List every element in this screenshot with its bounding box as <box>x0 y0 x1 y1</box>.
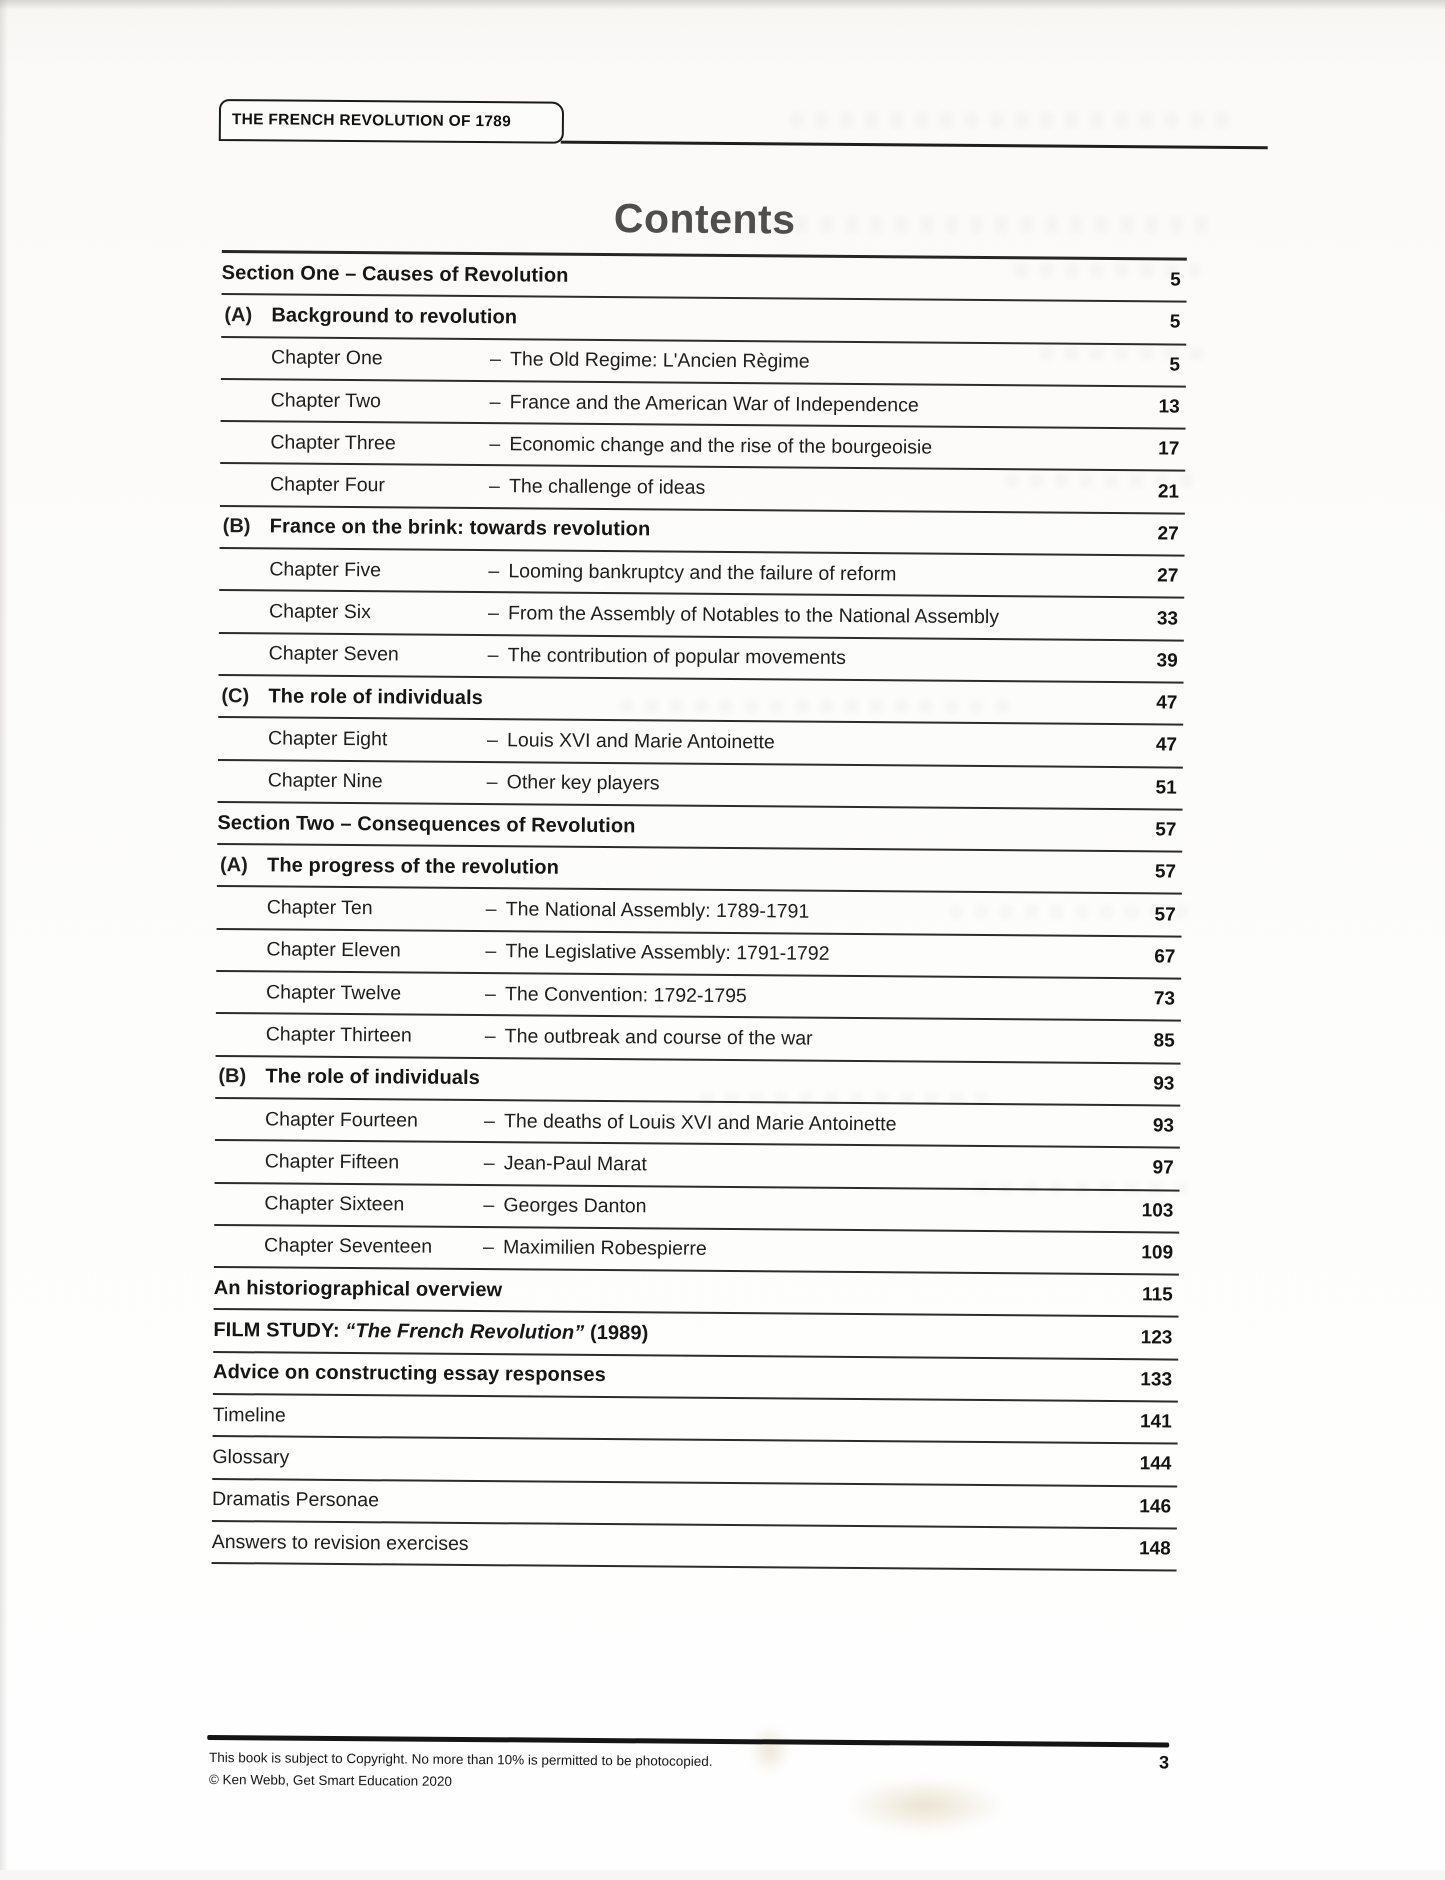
toc-row-chapter-eight <box>218 718 1183 768</box>
toc-row-chapter-seven <box>219 634 1184 684</box>
separator-dash: – <box>488 559 500 582</box>
page-number: 93 <box>1152 1115 1175 1137</box>
film-study-prefix: FILM STUDY: <box>213 1319 346 1343</box>
group-label: The role of individuals <box>265 1065 481 1090</box>
separator-dash: – <box>483 1194 495 1217</box>
chapter-title: Looming bankruptcy and the failure of reform <box>508 559 897 586</box>
toc-row-chapter-sixteen <box>214 1184 1179 1234</box>
toc-row-timeline <box>213 1395 1178 1445</box>
separator-dash: – <box>486 729 499 752</box>
footer-rule <box>207 1735 1169 1748</box>
separator-dash: – <box>483 1151 495 1175</box>
toc-row-the-role-of-individuals <box>215 1057 1180 1107</box>
footer-copyright-line: This book is subject to Copyright. No more than 10% is permitted to be photocopied. <box>209 1749 713 1769</box>
page-number: 144 <box>1139 1453 1172 1475</box>
separator-dash: – <box>484 1025 496 1048</box>
page-number: 17 <box>1158 438 1180 460</box>
chapter-title: Other key players <box>506 771 660 795</box>
entry-label <box>213 1319 648 1345</box>
toc-row-chapter-thirteen <box>216 1014 1181 1064</box>
page-number: 5 <box>1170 269 1181 291</box>
toc-row-chapter-fifteen <box>215 1141 1180 1191</box>
chapter-title: Economic change and the rise of the bourgeoisie <box>509 433 933 459</box>
separator-dash: – <box>485 940 497 963</box>
separator-dash: – <box>485 898 497 921</box>
group-prefix: (C) <box>221 684 250 707</box>
chapter-label: Chapter Fifteen <box>264 1150 400 1174</box>
toc-row-background-to-revolution <box>221 295 1186 345</box>
page-number: 133 <box>1140 1369 1173 1391</box>
chapter-title: The Convention: 1792-1795 <box>504 982 747 1007</box>
chapter-title: Louis XVI and Marie Antoinette <box>506 729 775 754</box>
entry-label: Glossary <box>212 1445 290 1469</box>
group-label: Background to revolution <box>271 304 518 329</box>
page-number: 67 <box>1154 946 1176 968</box>
toc-row-chapter-two <box>221 380 1186 430</box>
group-prefix: (B) <box>222 515 251 538</box>
group-label: France on the brink: towards revolution <box>269 515 651 541</box>
entry-label: Answers to revision exercises <box>211 1530 469 1555</box>
toc-row-chapter-one <box>221 338 1186 388</box>
toc-row-chapter-six <box>219 591 1184 641</box>
toc-row-chapter-twelve <box>216 972 1181 1022</box>
group-prefix: (A) <box>224 303 253 327</box>
page-number: 73 <box>1153 988 1176 1010</box>
separator-dash: – <box>487 602 500 625</box>
book-title-tab <box>219 99 564 144</box>
page-number: 27 <box>1157 523 1179 545</box>
toc-row-advice-on-constructing-essay-responses <box>213 1353 1178 1403</box>
separator-dash: – <box>489 390 501 413</box>
page-number: 148 <box>1138 1538 1171 1560</box>
page-number: 39 <box>1156 650 1178 672</box>
chapter-title: The outbreak and course of the war <box>504 1025 813 1050</box>
footer-credit-line: © Ken Webb, Get Smart Education 2020 <box>208 1772 453 1790</box>
page-number: 13 <box>1158 396 1180 418</box>
toc-row-the-progress-of-the-revolution <box>217 845 1182 895</box>
toc-row-section-one-causes-of-revolution <box>222 253 1187 303</box>
chapter-label: Chapter Fourteen <box>264 1107 419 1132</box>
chapter-label: Chapter Ten <box>266 896 373 920</box>
page-number: 5 <box>1169 354 1181 376</box>
page-number: 103 <box>1141 1199 1174 1222</box>
page-number: 123 <box>1140 1326 1173 1349</box>
toc-row-the-role-of-individuals <box>218 676 1183 726</box>
toc-row-glossary <box>212 1437 1177 1487</box>
page-number: 141 <box>1139 1411 1172 1433</box>
toc-row-section-two-consequences-of-revolution <box>217 803 1182 853</box>
toc-row-chapter-seventeen <box>214 1226 1179 1276</box>
film-year-suffix: (1989) <box>584 1321 649 1345</box>
page-number: 5 <box>1169 311 1181 333</box>
separator-dash: – <box>482 1236 495 1259</box>
film-title-italic: “The French Revolution” <box>345 1320 585 1344</box>
page-number: 33 <box>1156 607 1179 630</box>
chapter-title: The Legislative Assembly: 1791-1792 <box>505 940 830 966</box>
toc-row-chapter-fourteen <box>215 1099 1180 1149</box>
page-title: Contents <box>613 195 796 243</box>
separator-dash: – <box>486 771 498 794</box>
chapter-label: Chapter Thirteen <box>265 1023 412 1047</box>
page-number: 85 <box>1153 1030 1175 1053</box>
separator-dash: – <box>489 432 501 456</box>
chapter-label: Chapter Seven <box>268 642 399 666</box>
chapter-label: Chapter Six <box>268 600 372 624</box>
page-number: 109 <box>1141 1242 1174 1264</box>
toc-row-chapter-three <box>220 422 1185 472</box>
toc-row-chapter-nine <box>218 761 1183 811</box>
chapter-label: Chapter Seventeen <box>263 1234 433 1259</box>
page-number: 57 <box>1154 861 1177 883</box>
group-label: The role of individuals <box>268 685 484 709</box>
chapter-title: The deaths of Louis XVI and Marie Antoinette <box>503 1109 897 1135</box>
chapter-title: The Old Regime: L'Ancien Règime <box>509 348 810 373</box>
page-number: 27 <box>1157 565 1179 587</box>
toc-row-film-study-the-french-revolution-1989 <box>213 1310 1178 1360</box>
page-number: 47 <box>1155 734 1178 756</box>
page-number: 146 <box>1139 1496 1172 1518</box>
toc-row-chapter-four <box>220 464 1185 514</box>
header-rule <box>561 141 1268 149</box>
chapter-label: Chapter Nine <box>267 769 383 793</box>
page-number: 93 <box>1153 1073 1175 1095</box>
group-prefix: (B) <box>218 1065 247 1088</box>
table-of-contents <box>212 250 1187 1572</box>
toc-row-answers-to-revision-exercises <box>212 1522 1177 1572</box>
page-number: 57 <box>1154 903 1176 926</box>
toc-row-france-on-the-brink-towards-revolution <box>220 507 1185 557</box>
chapter-label: Chapter Twelve <box>265 981 402 1005</box>
group-prefix: (A) <box>219 853 248 877</box>
footer-copyright <box>209 1747 713 1795</box>
page-number: 97 <box>1152 1157 1174 1179</box>
chapter-label: Chapter Eight <box>267 727 388 751</box>
entry-label: Section One – Causes of Revolution <box>221 261 569 287</box>
entry-label: Dramatis Personae <box>212 1488 380 1512</box>
chapter-label: Chapter Two <box>270 388 382 412</box>
chapter-title: The contribution of popular movements <box>507 644 846 670</box>
separator-dash: – <box>484 982 497 1005</box>
separator-dash: – <box>489 348 501 371</box>
chapter-label: Chapter Five <box>269 558 382 581</box>
page-number: 51 <box>1155 777 1177 799</box>
entry-label: Timeline <box>212 1403 286 1427</box>
chapter-title: The National Assembly: 1789-1791 <box>505 898 810 923</box>
chapter-label: Chapter Four <box>269 473 386 497</box>
chapter-label: Chapter Three <box>270 431 396 455</box>
entry-label: Section Two – Consequences of Revolution <box>217 811 636 837</box>
chapter-label: Chapter One <box>270 346 383 370</box>
page-number: 57 <box>1155 819 1177 841</box>
separator-dash: – <box>487 644 499 667</box>
toc-row-chapter-eleven <box>216 930 1181 980</box>
chapter-title: Jean-Paul Marat <box>503 1152 647 1176</box>
toc-row-an-historiographical-overview <box>214 1268 1179 1318</box>
page-number: 3 <box>1158 1752 1170 1773</box>
chapter-title: The challenge of ideas <box>508 475 706 499</box>
separator-dash: – <box>483 1109 496 1132</box>
chapter-title: France and the American War of Independence <box>509 390 919 417</box>
chapter-label: Chapter Eleven <box>266 938 401 962</box>
separator-dash: – <box>488 475 500 498</box>
entry-label: An historiographical overview <box>213 1276 503 1302</box>
group-label: The progress of the revolution <box>266 854 560 879</box>
page-number: 47 <box>1156 692 1178 714</box>
chapter-title: From the Assembly of Notables to the National Assembly <box>507 602 1000 629</box>
book-title: THE FRENCH REVOLUTION OF 1789 <box>231 111 512 131</box>
page-number: 115 <box>1141 1284 1173 1306</box>
chapter-label: Chapter Sixteen <box>264 1192 405 1216</box>
toc-row-chapter-five <box>219 549 1184 599</box>
chapter-title: Georges Danton <box>503 1194 647 1218</box>
entry-label: Advice on constructing essay responses <box>212 1361 606 1387</box>
chapter-title: Maximilien Robespierre <box>502 1236 707 1261</box>
toc-row-chapter-ten <box>217 887 1182 937</box>
page-number: 21 <box>1157 481 1180 503</box>
toc-row-dramatis-personae <box>212 1480 1177 1530</box>
